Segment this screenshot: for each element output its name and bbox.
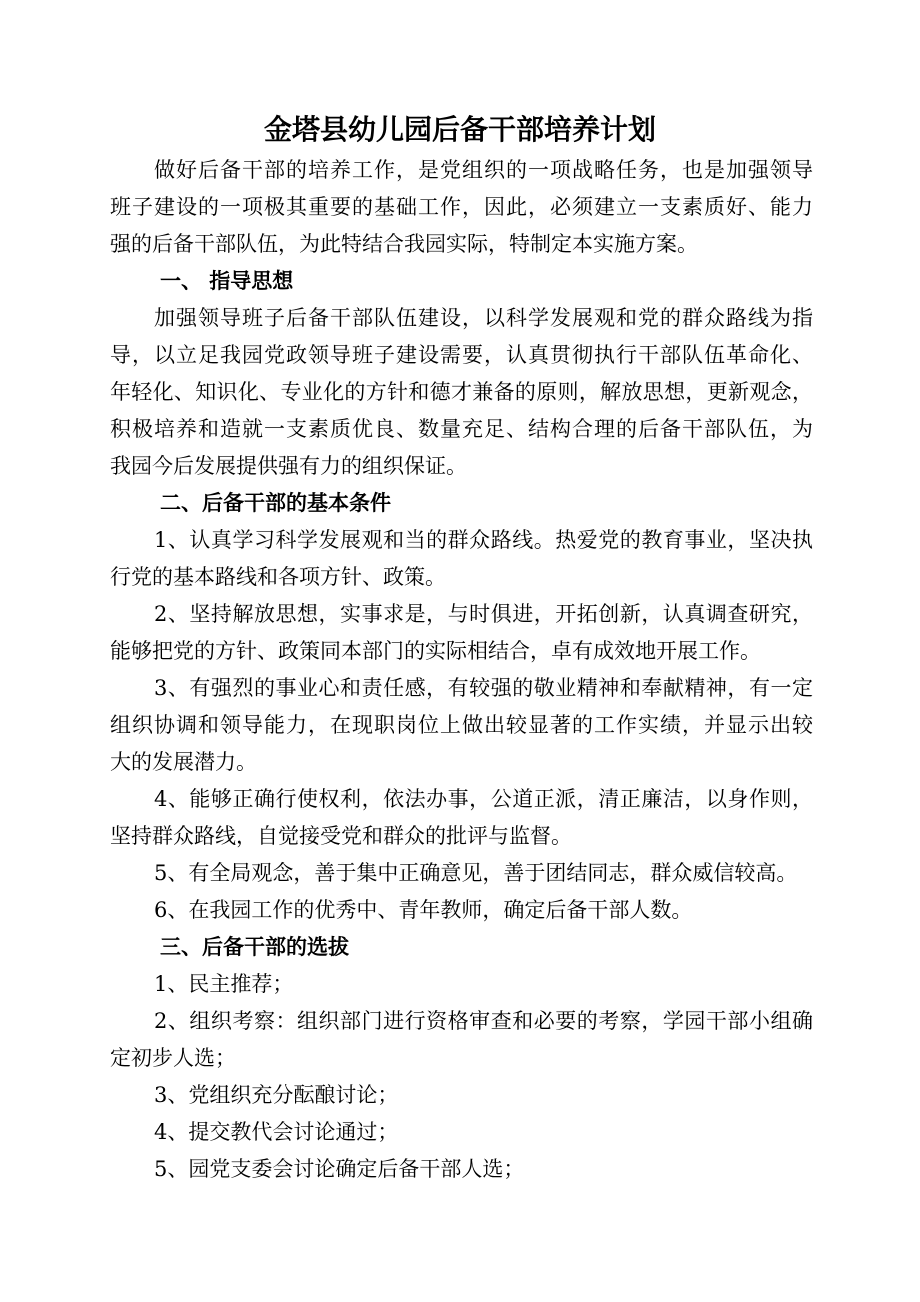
text-line: 4、能够正确行使权利，依法办事，公道正派，清正廉洁，以身作则，	[154, 787, 813, 811]
text-line: 坚持群众路线，自觉接受党和群众的批评与监督。	[110, 824, 572, 848]
text-line: 6、在我园工作的优秀中、青年教师，确定后备干部人数。	[154, 898, 693, 922]
paragraph	[110, 1114, 813, 1151]
text-line: 强的后备干部队伍，为此特结合我园实际，特制定本实施方案。	[110, 232, 698, 256]
text-line: 4、提交教代会讨论通过；	[154, 1120, 399, 1144]
paragraph	[110, 855, 813, 892]
text-line: 5、园党支委会讨论确定后备干部人选；	[154, 1157, 525, 1181]
paragraph	[110, 1003, 813, 1077]
text-line: 加强领导班子后备干部队伍建设，以科学发展观和党的群众路线为指	[154, 306, 813, 330]
text-line: 组织协调和领导能力，在现职岗位上做出较显著的工作实绩，并显示出较	[110, 713, 813, 737]
document-body	[110, 152, 813, 1188]
text-line: 5、有全局观念，善于集中正确意见，善于团结同志，群众威信较高。	[154, 861, 798, 885]
paragraph	[110, 522, 813, 596]
text-line: 积极培养和造就一支素质优良、数量充足、结构合理的后备干部队伍，为	[110, 417, 813, 441]
paragraph	[110, 892, 813, 929]
text-line: 年轻化、知识化、专业化的方针和德才兼备的原则，解放思想，更新观念，	[110, 380, 813, 404]
paragraph	[110, 781, 813, 855]
text-line: 3、党组织充分酝酿讨论；	[154, 1083, 399, 1107]
text-line: 班子建设的一项极其重要的基础工作，因此，必须建立一支素质好、能力	[110, 195, 813, 219]
paragraph	[110, 152, 813, 263]
text-line: 二、后备干部的基本条件	[160, 491, 391, 515]
section-heading	[110, 263, 813, 300]
text-line: 能够把党的方针、政策同本部门的实际相结合，卓有成效地开展工作。	[110, 639, 761, 663]
text-line: 2、坚持解放思想，实事求是，与时俱进，开拓创新，认真调查研究，	[154, 602, 813, 626]
section-heading	[110, 485, 813, 522]
text-line: 一、 指导思想	[160, 269, 294, 293]
text-line: 导，以立足我园党政领导班子建设需要，认真贯彻执行干部队伍革命化、	[110, 343, 813, 367]
paragraph	[110, 670, 813, 781]
text-line: 做好后备干部的培养工作，是党组织的一项战略任务，也是加强领导	[154, 158, 813, 182]
text-line: 3、有强烈的事业心和责任感，有较强的敬业精神和奉献精神，有一定	[154, 676, 813, 700]
text-line: 1、认真学习科学发展观和当的群众路线。热爱党的教育事业，坚决执	[154, 528, 813, 552]
text-line: 定初步人选；	[110, 1046, 236, 1070]
text-line: 行党的基本路线和各项方针、政策。	[110, 565, 446, 589]
text-line: 1、民主推荐；	[154, 972, 294, 996]
paragraph	[110, 1151, 813, 1188]
text-line: 三、后备干部的选拔	[160, 935, 349, 959]
text-line: 我园今后发展提供强有力的组织保证。	[110, 454, 467, 478]
paragraph	[110, 596, 813, 670]
section-heading	[110, 929, 813, 966]
paragraph	[110, 300, 813, 485]
text-line: 大的发展潜力。	[110, 750, 257, 774]
text-line: 2、组织考察：组织部门进行资格审查和必要的考察，学园干部小组确	[154, 1009, 813, 1033]
paragraph	[110, 1077, 813, 1114]
paragraph	[110, 966, 813, 1003]
document-title: 金塔县幼儿园后备干部培养计划	[263, 113, 656, 146]
